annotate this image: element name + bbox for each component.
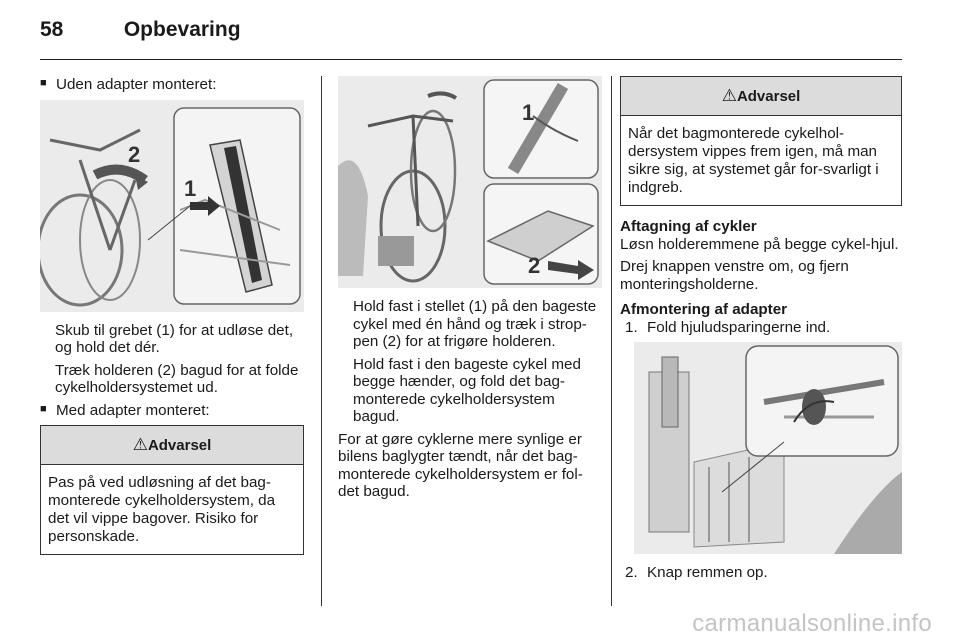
- adapter-illustration: [634, 342, 902, 554]
- step-2-number: 2.: [625, 564, 638, 581]
- label-1: 1: [184, 175, 197, 201]
- step-1: [625, 319, 902, 337]
- figure-release-lever: [40, 100, 304, 312]
- heading-remove-adapter: Afmontering af adapter: [620, 301, 788, 318]
- paragraph-turn-knob: Drej knappen venstre om, og fjern monteringsholderne.: [620, 258, 849, 293]
- bike-strap-illustration: [338, 76, 602, 288]
- label-1: 1: [522, 100, 535, 125]
- bullet-with-adapter: ■ Med adapter monteret:: [40, 402, 304, 420]
- header-rule: [40, 59, 902, 60]
- paragraph-release: Skub til grebet (1) for at udløse det, og hold det dér.: [55, 321, 294, 356]
- warning-icon: ⚠: [132, 435, 148, 454]
- warning-title: Advarsel: [147, 437, 212, 454]
- paragraph-hold-frame: Hold fast i stellet (1) på den bageste cykel med én hånd og træk i strop-pen (2) for at frigøre holderen.: [353, 298, 597, 350]
- warning-header: [41, 426, 303, 465]
- heading-remove-bikes: Aftagning af cykler: [620, 218, 757, 235]
- warning-header: [621, 77, 901, 116]
- column-middle: [338, 76, 602, 506]
- warning-text: Når det bagmonterede cykelhol-dersystem vippes frem igen, må man sikre sig, at systemet går for-svarligt i indgreb.: [628, 125, 879, 196]
- paragraph-fold-out: Træk holderen (2) bagud for at folde cykelholdersystemet ud.: [55, 361, 299, 396]
- figure-fold-wheel-recesses: [634, 342, 902, 554]
- warning-icon: ⚠: [721, 86, 737, 105]
- step-2: [625, 564, 902, 582]
- column-right: [620, 76, 902, 587]
- paragraph-lights: For at gøre cyklerne mere synlige er bilens baglygter tændt, når det bag-monterede cykelholdersystem er fol-det bagud.: [338, 430, 583, 500]
- column-left: [40, 76, 304, 567]
- paragraph-fold-back: Hold fast i den bageste cykel med begge hænder, og fold det bag-monterede cykelholdersystem bagud.: [353, 355, 581, 425]
- page-title: Opbevaring: [123, 18, 241, 41]
- bike-carrier-illustration: [40, 100, 304, 312]
- warning-box: [620, 76, 902, 206]
- label-2: 2: [128, 141, 141, 167]
- paragraph-loosen-straps: Løsn holderemmene på begge cykel-hjul.: [620, 235, 899, 253]
- warning-box: [40, 425, 304, 555]
- step-2-text: Knap remmen op.: [647, 564, 768, 581]
- bullet-without-adapter: ■ Uden adapter monteret:: [40, 76, 304, 94]
- warning-text: Pas på ved udløsning af det bag-monterede cykelholdersystem, da det vil vippe bagover. Risiko for personskade.: [48, 474, 276, 545]
- step-1-text: Fold hjuludsparingerne ind.: [647, 318, 831, 336]
- step-1-number: 1.: [625, 318, 638, 336]
- column-separator: [321, 76, 322, 606]
- page-header: [40, 18, 241, 42]
- page-number: 58: [40, 18, 64, 41]
- column-separator: [611, 76, 612, 606]
- figure-pull-strap: [338, 76, 602, 288]
- label-2: 2: [528, 253, 541, 278]
- watermark: carmanualsonline.info: [692, 610, 932, 637]
- warning-title: Advarsel: [736, 88, 801, 105]
